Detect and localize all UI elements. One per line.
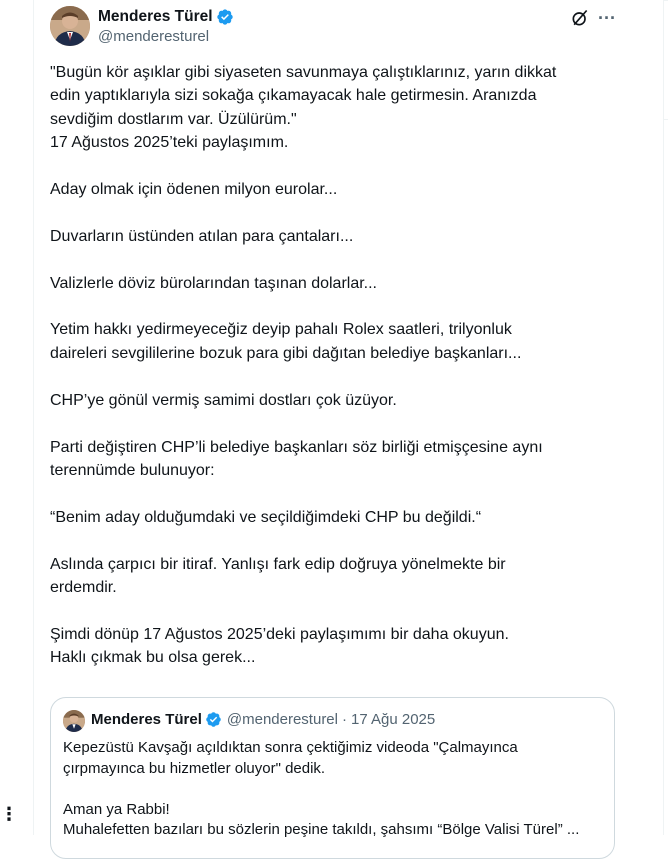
- author-avatar[interactable]: [50, 6, 90, 46]
- grok-icon[interactable]: [570, 8, 590, 28]
- quoted-author-name: Menderes Türel: [91, 711, 202, 728]
- quoted-post-text: Kepezüstü Kavşağı açıldıktan sonra çektiğimiz videoda "Çalmayınca çırpmayınca bu hizmetler oluyor" dedik. Aman ya Rabbi! Muhalefetten bazıları bu sözlerin peşine takıldı, şahsımı “Bölge Valisi Türel” ...: [63, 739, 580, 838]
- verified-badge-icon: [216, 8, 234, 26]
- left-more-icon[interactable]: ⋮: [0, 804, 18, 824]
- avatar-photo: [50, 6, 90, 46]
- sidebar-edge: [664, 0, 668, 120]
- more-options-icon[interactable]: ···: [598, 8, 616, 28]
- author-name[interactable]: Menderes Türel: [98, 8, 213, 25]
- post-header: [50, 6, 616, 48]
- quoted-verified-badge-icon: [205, 711, 222, 728]
- quoted-author-avatar: [63, 710, 85, 732]
- post-text: "Bugün kör aşıklar gibi siyaseten savunmaya çalıştıklarınız, yarın dikkat edin yaptıklarıyla sizi sokağa çıkamayacak hale getirmesin. Aranızda sevdiğim dostlarım var. Üzülürüm." 17 Ağustos 2025’teki paylaşımım. Aday olmak için ödenen milyon eurolar... Duvarların üstünden atılan para çantaları... Valizlerle döviz bürolarından taşınan dolarlar... Yetim hakkı yedirmeyeceğiz deyip pahalı Rolex saatleri, trilyonluk daireleri sevgililerine bozuk para gibi dağıtan belediye başkanları... CHP’ye gönül vermiş samimi dostları çok üzüyor. Parti değiştiren CHP’li belediye başkanları söz birliği etmişçesine aynı terennümde bulunuyor: “Benim aday olduğumdaki ve seçildiğimdeki CHP bu değildi.“ Aslında çarpıcı bir itiraf. Yanlışı fark edip doğruya yönelmekte bir erdemdir. Şimdi dönüp 17 Ağustos 2025’deki paylaşımımı bir daha okuyun. Haklı çıkmak bu olsa gerek...: [50, 64, 557, 667]
- author-handle[interactable]: @menderesturel: [98, 28, 210, 45]
- quoted-separator: ·: [341, 711, 347, 728]
- quoted-avatar-photo: [63, 710, 85, 732]
- quoted-post-header: [91, 711, 435, 728]
- timeline-divider-left: [33, 0, 34, 835]
- quoted-author-handle: @menderesturel: [226, 711, 338, 728]
- timeline-divider-right: [663, 0, 664, 835]
- quoted-post-date: 17 Ağu 2025: [350, 711, 436, 728]
